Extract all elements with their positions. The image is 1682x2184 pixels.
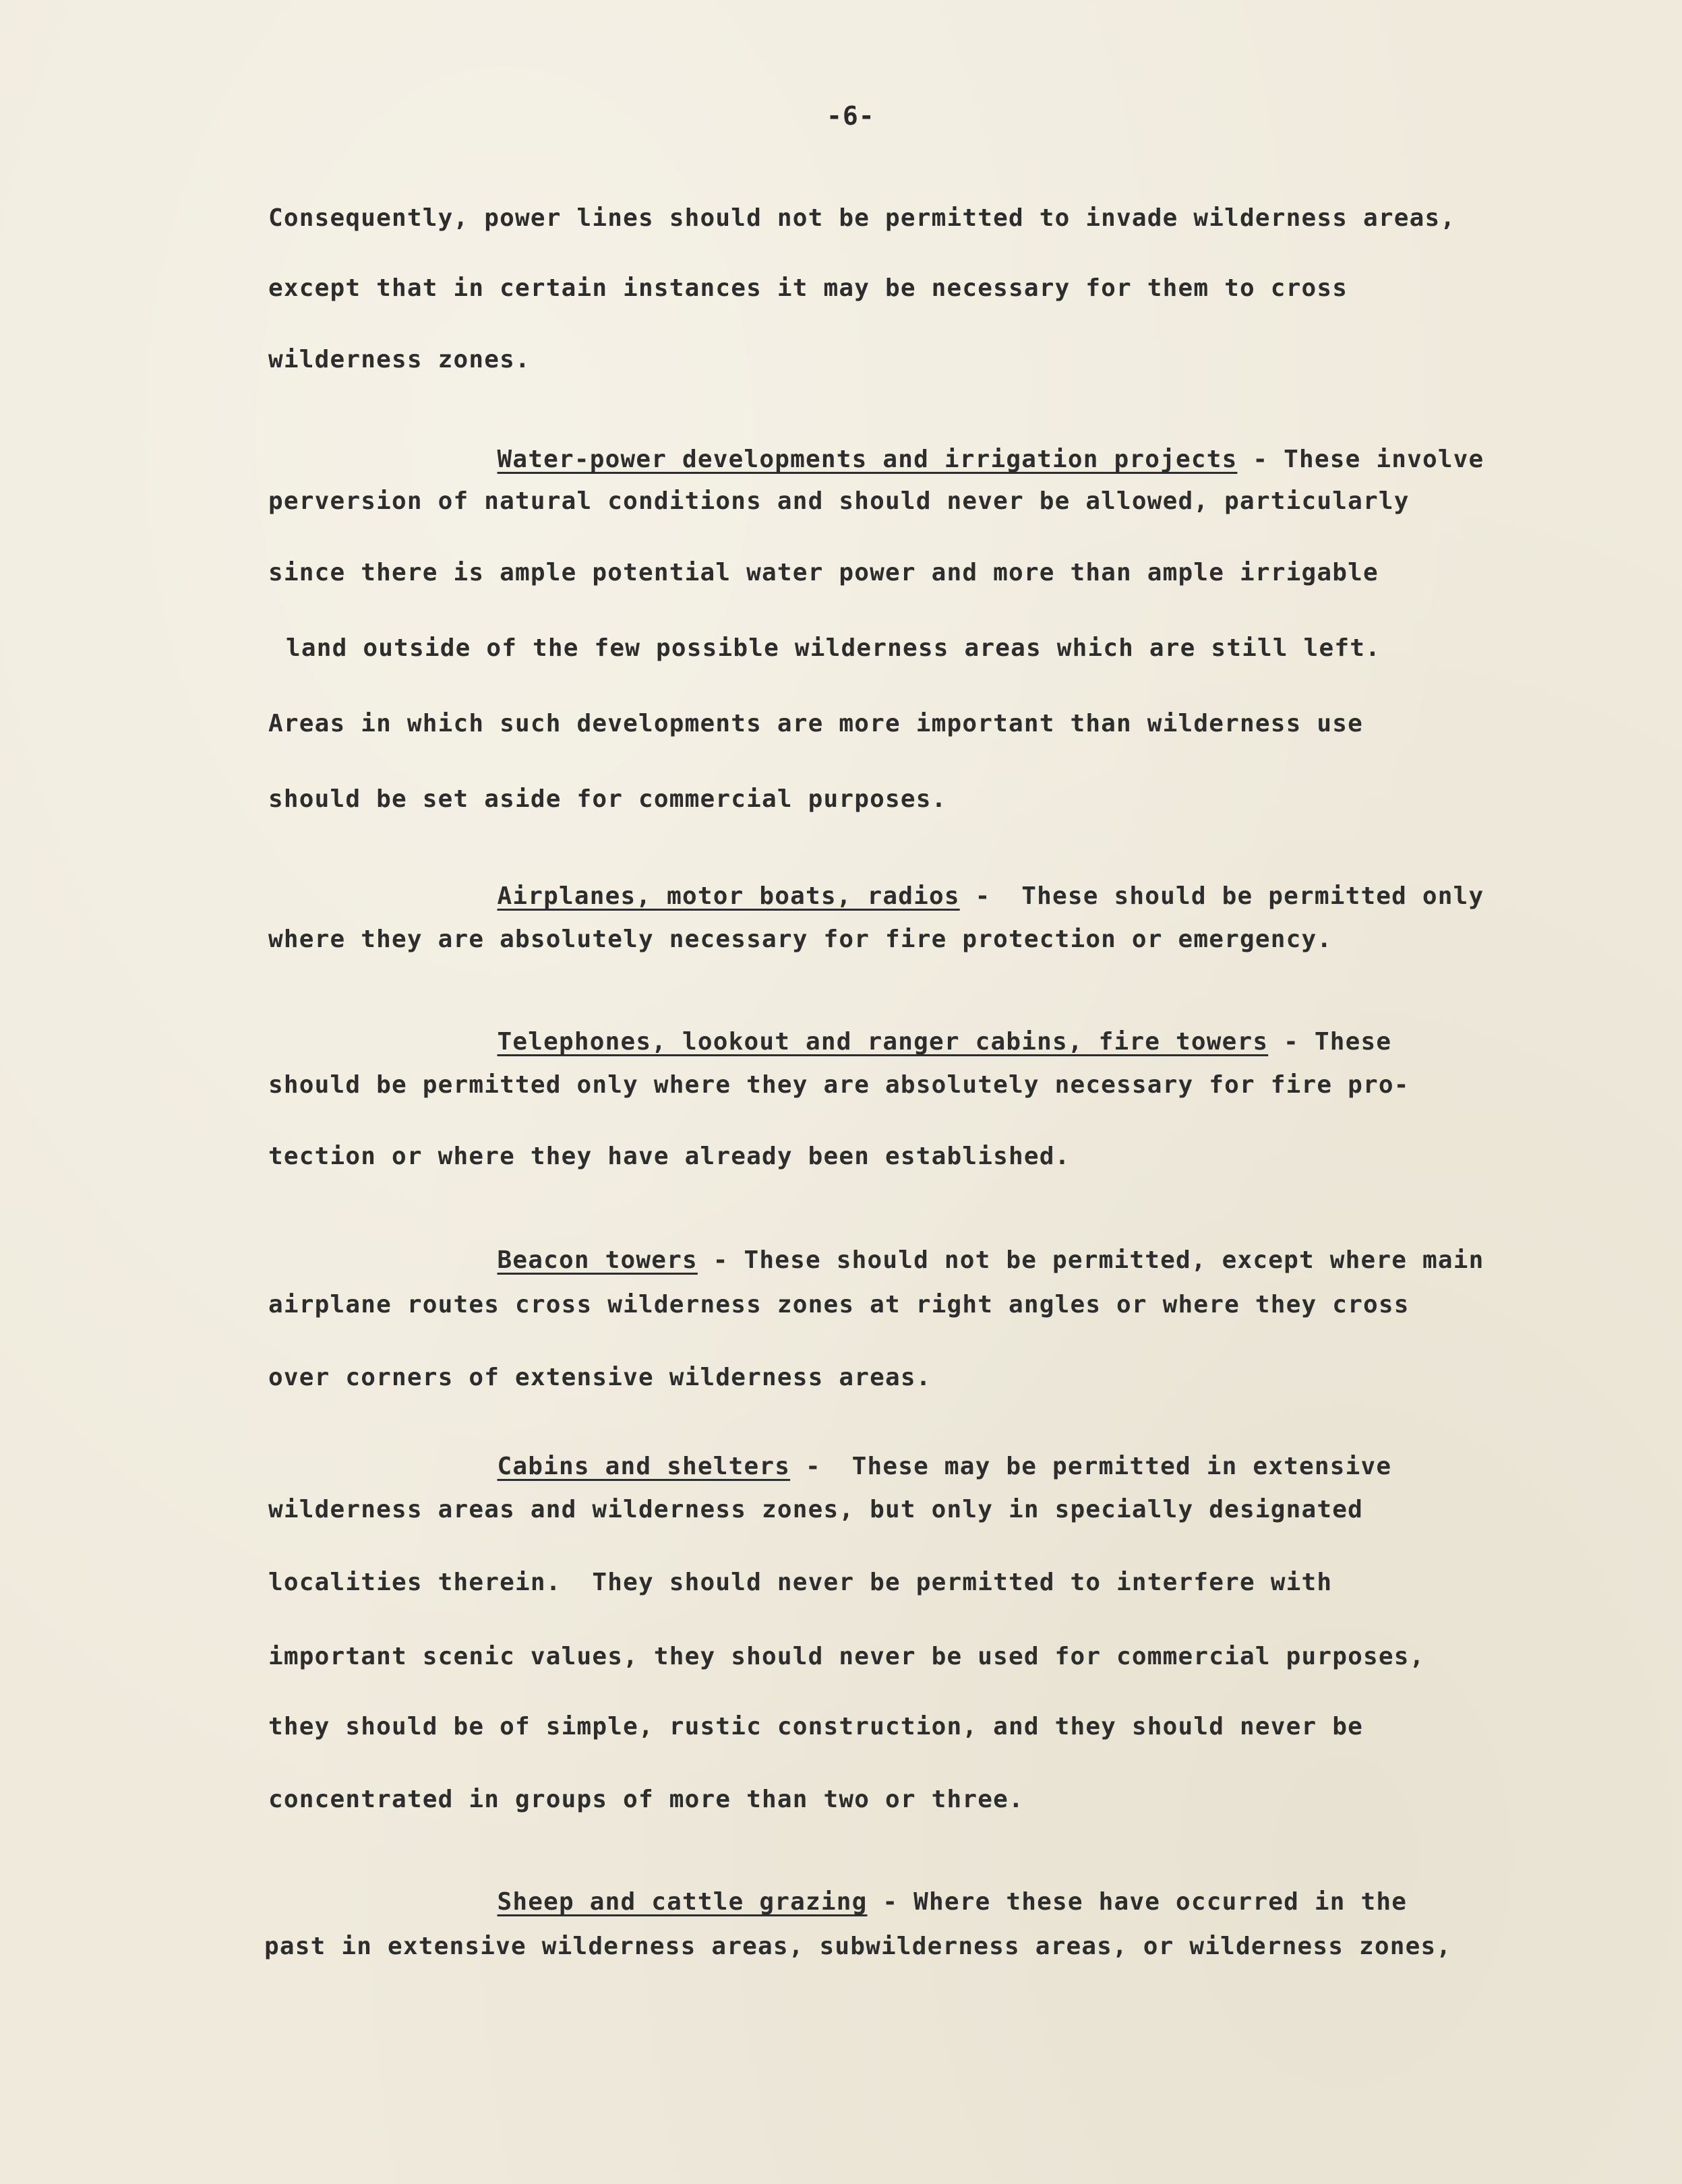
text-line: over corners of extensive wilderness areas. [268, 1364, 932, 1391]
text-line: tection or where they have already been established. [268, 1143, 1071, 1170]
page-number: -6- [827, 101, 875, 131]
text-line: important scenic values, they should never be used for commercial purposes, [268, 1643, 1425, 1670]
heading-airplanes: Airplanes, motor boats, radios [497, 882, 960, 910]
text-line: should be set aside for commercial purposes. [268, 785, 947, 813]
text-line: Areas in which such developments are more important than wilderness use [268, 710, 1364, 737]
text-line: concentrated in groups of more than two or three. [268, 1786, 1024, 1813]
heading-rest-text: - These should not be permitted, except where main [697, 1246, 1484, 1274]
heading-rest-text: - Where these have occurred in the [867, 1888, 1408, 1916]
text-line: wilderness areas and wilderness zones, but only in specially designated [268, 1496, 1364, 1523]
heading-beacon-towers: Beacon towers [497, 1246, 698, 1274]
text-line: localities therein. They should never be permitted to interfere with [268, 1569, 1333, 1596]
text-line: except that in certain instances it may be necessary for them to cross [268, 274, 1348, 302]
heading-rest-text: - These should be permitted only [959, 882, 1484, 910]
text-line: they should be of simple, rustic construction, and they should never be [268, 1713, 1364, 1740]
text-line: should be permitted only where they are absolutely necessary for fire pro- [268, 1071, 1410, 1099]
heading-grazing: Sheep and cattle grazing [497, 1888, 868, 1916]
text-line: wilderness zones. [268, 346, 531, 373]
heading-cabins: Cabins and shelters [497, 1453, 791, 1480]
text-line: airplane routes cross wilderness zones at right angles or where they cross [268, 1291, 1410, 1318]
text-line: past in extensive wilderness areas, subwilderness areas, or wilderness zones, [264, 1933, 1452, 1960]
heading-water-power: Water-power developments and irrigation projects [497, 446, 1238, 473]
heading-rest-text: - These may be permitted in extensive [790, 1453, 1392, 1480]
text-line: land outside of the few possible wilderness areas which are still left. [286, 634, 1381, 662]
text-line: since there is ample potential water power and more than ample irrigable [268, 559, 1379, 586]
heading-telephones: Telephones, lookout and ranger cabins, fire towers [497, 1028, 1269, 1056]
text-line: perversion of natural conditions and should never be allowed, particularly [268, 487, 1410, 515]
text-line: where they are absolutely necessary for fire protection or emergency. [268, 926, 1333, 953]
text-line: Consequently, power lines should not be permitted to invade wilderness areas, [268, 204, 1456, 232]
heading-rest-text: - These [1268, 1028, 1392, 1056]
heading-rest-text: - These involve [1237, 446, 1484, 473]
